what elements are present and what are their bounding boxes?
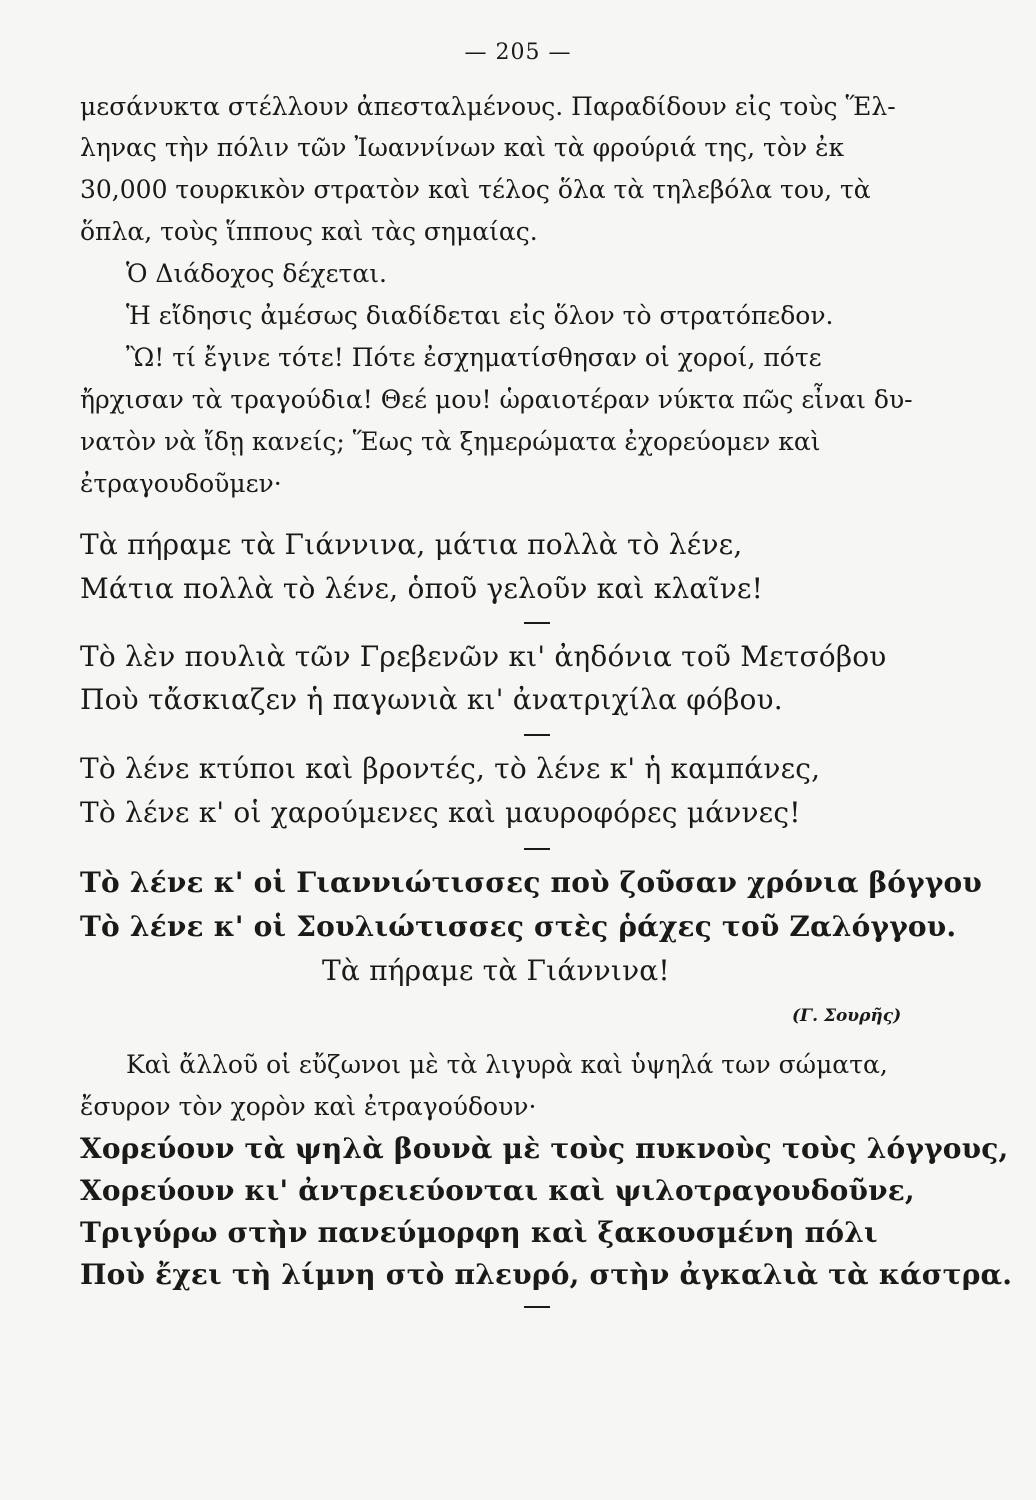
poem-line: Τὸ λένε κ' οἱ Γιαννιώτισσες ποὺ ζοῦσαν χρόνια βόγγου xyxy=(80,866,983,899)
poem-line: Τὰ πήραμε τὰ Γιάννινα, μάτια πολλὰ τὸ λένε, xyxy=(80,528,743,561)
text-line: μεσάνυκτα στέλλουν ἀπεσταλμένους. Παραδίδουν εἰς τοὺς Ἕλ- xyxy=(80,92,896,121)
text-line: ἐτραγουδοῦμεν· xyxy=(80,469,282,498)
text-line: Καὶ ἄλλοῦ οἱ εὔζωνοι μὲ τὰ λιγυρὰ καὶ ὑψηλά των σώματα, xyxy=(126,1050,888,1079)
poem-author-signature: (Γ. Σουρῆς) xyxy=(792,1006,902,1026)
poem-line: Μάτια πολλὰ τὸ λένε, ὁποῦ γελοῦν καὶ κλαῖνε! xyxy=(80,572,764,605)
text-line: Ὁ Διάδοχος δέχεται. xyxy=(126,259,387,288)
poem-line: Τὸ λένε κ' οἱ Σουλιώτισσες στὲς ῥάχες τοῦ Ζαλόγγου. xyxy=(80,910,957,943)
text-line: ἔσυρον τὸν χορὸν καὶ ἐτραγούδουν· xyxy=(80,1092,537,1121)
text-line: ὅπλα, τοὺς ἵππους καὶ τὰς σημαίας. xyxy=(80,217,538,246)
poem-line: Ποὺ ἔχει τὴ λίμνη στὸ πλευρό, στὴν ἀγκαλιὰ τὰ κάστρα. xyxy=(80,1258,1013,1291)
stanza-divider xyxy=(524,848,550,850)
poem-line: Τὸ λὲν πουλιὰ τῶν Γρεβενῶν κι' ἀηδόνια τοῦ Μετσόβου xyxy=(80,640,887,673)
poem-line: Χορεύουν τὰ ψηλὰ βουνὰ μὲ τοὺς πυκνοὺς τοὺς λόγγους, xyxy=(80,1132,1009,1165)
poem-line: Τὸ λένε κτύποι καὶ βροντές, τὸ λένε κ' ἡ καμπάνες, xyxy=(80,752,821,785)
poem-line: Ποὺ τἄσκιαζεν ἡ παγωνιὰ κι' ἀνατριχίλα φόβου. xyxy=(80,683,783,716)
text-line: νατὸν νὰ ἴδῃ κανείς; Ἕως τὰ ξημερώματα ἐχορεύομεν καὶ xyxy=(80,427,821,456)
text-line: ἤρχισαν τὰ τραγούδια! Θεέ μου! ὡραιοτέραν νύκτα πῶς εἶναι δυ- xyxy=(80,385,913,414)
poem-line: Χορεύουν κι' ἀντρειεύονται καὶ ψιλοτραγουδοῦνε, xyxy=(80,1174,915,1207)
page-number: — 205 — xyxy=(464,40,572,65)
text-line: Ὢ! τί ἔγινε τότε! Πότε ἐσχηματίσθησαν οἱ χοροί, πότε xyxy=(126,343,822,372)
poem-line: Τὰ πήραμε τὰ Γιάννινα! xyxy=(322,954,670,987)
poem-line: Τὸ λένε κ' οἱ χαρούμενες καὶ μαυροφόρες μάννες! xyxy=(80,796,801,829)
stanza-divider xyxy=(524,622,550,624)
stanza-divider xyxy=(524,734,550,736)
poem-line: Τριγύρω στὴν πανεύμορφη καὶ ξακουσμένη πόλι xyxy=(80,1216,878,1249)
text-line: 30,000 τουρκικὸν στρατὸν καὶ τέλος ὅλα τὰ τηλεβόλα του, τὰ xyxy=(80,175,871,204)
text-line: ληνας τὴν πόλιν τῶν Ἰωαννίνων καὶ τὰ φρούριά της, τὸν ἐκ xyxy=(80,133,845,162)
text-line: Ἡ εἴδησις ἀμέσως διαδίδεται εἰς ὅλον τὸ στρατόπεδον. xyxy=(126,301,834,330)
stanza-divider xyxy=(524,1306,550,1308)
